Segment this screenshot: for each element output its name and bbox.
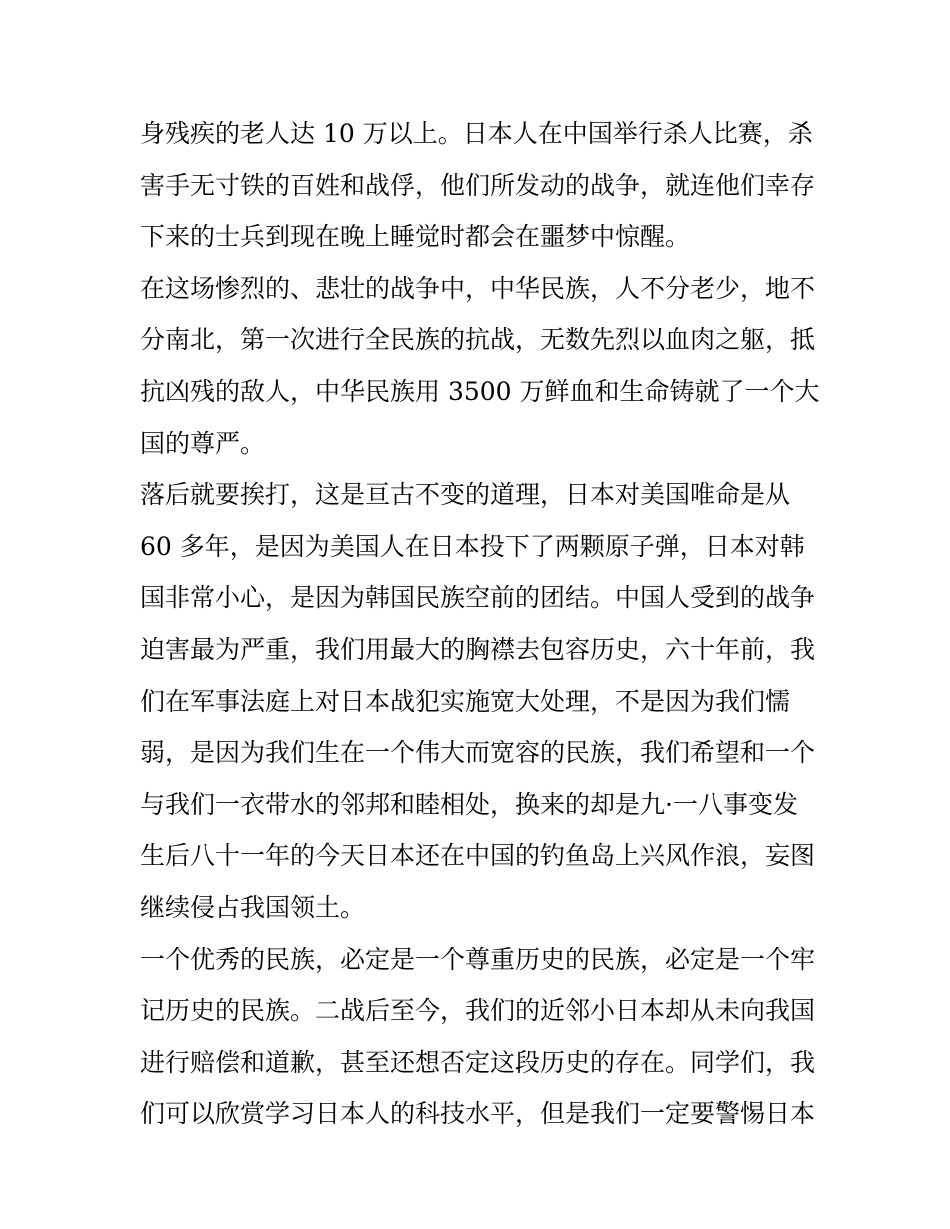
text-line: 们可以欣赏学习日本人的科技水平，但是我们一定要警惕日本 [140,1099,816,1129]
text-line: 分南北，第一次进行全民族的抗战，无数先烈以血肉之躯，抵 [140,325,816,355]
text-line: 国非常小心，是因为韩国民族空前的团结。中国人受到的战争 [140,583,816,613]
text-line: 进行赔偿和道歉，甚至还想否定这段历史的存在。同学们，我 [140,1047,816,1077]
text-line: 与我们一衣带水的邻邦和睦相处，换来的却是九·一八事变发 [140,789,798,819]
text-line: 落后就要挨打，这是亘古不变的道理，日本对美国唯命是从 [140,480,791,510]
text-line: 记历史的民族。二战后至今，我们的近邻小日本却从未向我国 [140,996,816,1026]
text-line: 身残疾的老人达 10 万以上。日本人在中国举行杀人比赛，杀 [140,119,813,148]
text-line: 抗凶残的敌人，中华民族用 3500 万鲜血和生命铸就了一个大 [140,376,820,406]
text-line: 60 多年，是因为美国人在日本投下了两颗原子弹，日本对韩 [140,531,805,561]
text-line: 们在军事法庭上对日本战犯实施宽大处理，不是因为我们懦 [140,686,791,716]
text-line: 迫害最为严重，我们用最大的胸襟去包容历史，六十年前，我 [140,634,816,664]
text-line: 害手无寸铁的百姓和战俘，他们所发动的战争，就连他们幸存 [140,170,816,200]
text-line: 一个优秀的民族，必定是一个尊重历史的民族，必定是一个牢 [140,944,816,974]
document-body [140,108,820,1140]
text-line: 弱，是因为我们生在一个伟大而宽容的民族，我们希望和一个 [140,738,816,768]
text-line: 下来的士兵到现在晚上睡觉时都会在噩梦中惊醒。 [140,222,691,252]
text-line: 在这场惨烈的、悲壮的战争中，中华民族，人不分老少，地不 [140,273,816,303]
text-line: 继续侵占我国领土。 [140,892,366,922]
text-line: 国的尊严。 [140,428,266,458]
text-line: 生后八十一年的今天日本还在中国的钓鱼岛上兴风作浪，妄图 [140,841,816,871]
